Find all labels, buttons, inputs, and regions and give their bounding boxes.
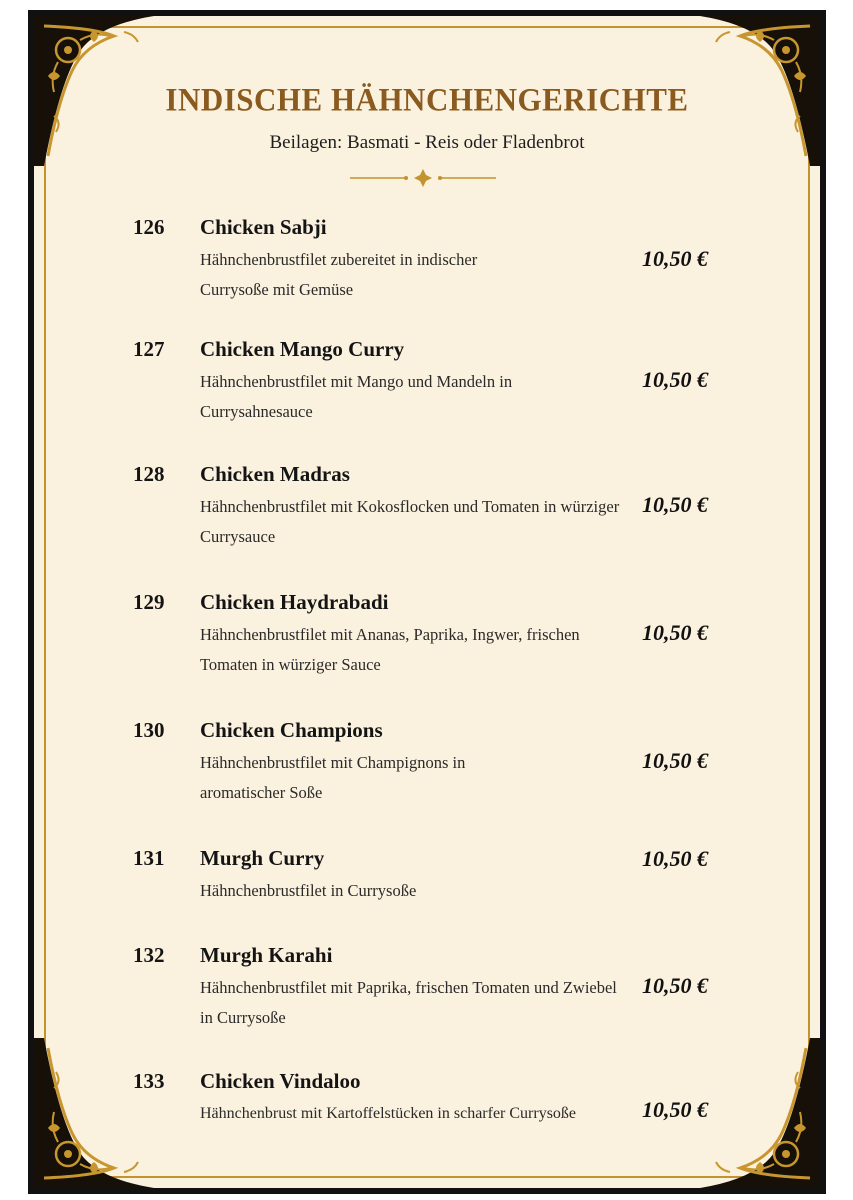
corner-ornament-icon <box>700 1038 820 1188</box>
item-price: 10,50 € <box>642 246 708 271</box>
item-number: 127 <box>133 337 165 361</box>
menu-page <box>34 16 820 1188</box>
item-description: Hähnchenbrustfilet mit Mango und Mandeln in Currysahnesauce <box>200 372 513 421</box>
item-name: Chicken Sabji <box>200 215 327 239</box>
item-price: 10,50 € <box>642 748 708 773</box>
item-number: 126 <box>133 215 165 239</box>
item-name: Murgh Karahi <box>200 943 333 967</box>
menu-title: INDISCHE HÄHNCHENGERICHTE <box>165 81 689 118</box>
item-price: 10,50 € <box>642 846 708 871</box>
item-number: 133 <box>133 1069 165 1093</box>
item-name: Chicken Champions <box>200 718 383 742</box>
item-name: Chicken Vindaloo <box>200 1069 361 1093</box>
menu-subtitle: Beilagen: Basmati - Reis oder Fladenbrot <box>269 132 585 153</box>
item-number: 131 <box>133 846 165 870</box>
item-name: Chicken Mango Curry <box>200 337 405 361</box>
item-description: Hähnchenbrustfilet mit Ananas, Paprika, Ingwer, frischen Tomaten in würziger Sauce <box>200 625 580 674</box>
corner-ornament-icon <box>34 1038 154 1188</box>
item-number: 129 <box>133 590 165 614</box>
item-description: Hähnchenbrust mit Kartoffelstücken in scharfer Currysoße <box>200 1105 577 1122</box>
item-price: 10,50 € <box>642 1097 708 1122</box>
item-description: Hähnchenbrustfilet mit Kokosflocken und Tomaten in würziger Currysauce <box>200 497 620 546</box>
item-name: Chicken Madras <box>200 462 350 486</box>
item-price: 10,50 € <box>642 620 708 645</box>
item-name: Chicken Haydrabadi <box>200 590 389 614</box>
item-price: 10,50 € <box>642 367 708 392</box>
item-price: 10,50 € <box>642 492 708 517</box>
item-number: 128 <box>133 462 165 486</box>
item-number: 130 <box>133 718 165 742</box>
item-price: 10,50 € <box>642 973 708 998</box>
divider-ornament-icon <box>350 168 496 188</box>
item-description: Hähnchenbrustfilet in Currysoße <box>200 881 417 900</box>
item-description: Hähnchenbrustfilet zubereitet in indischer Currysoße mit Gemüse <box>200 250 478 299</box>
item-description: Hähnchenbrustfilet mit Paprika, frischen Tomaten und Zwiebel in Currysoße <box>200 978 617 1027</box>
item-number: 132 <box>133 943 165 967</box>
item-description: Hähnchenbrustfilet mit Champignons in aromatischer Soße <box>200 753 466 802</box>
item-name: Murgh Curry <box>200 846 325 870</box>
